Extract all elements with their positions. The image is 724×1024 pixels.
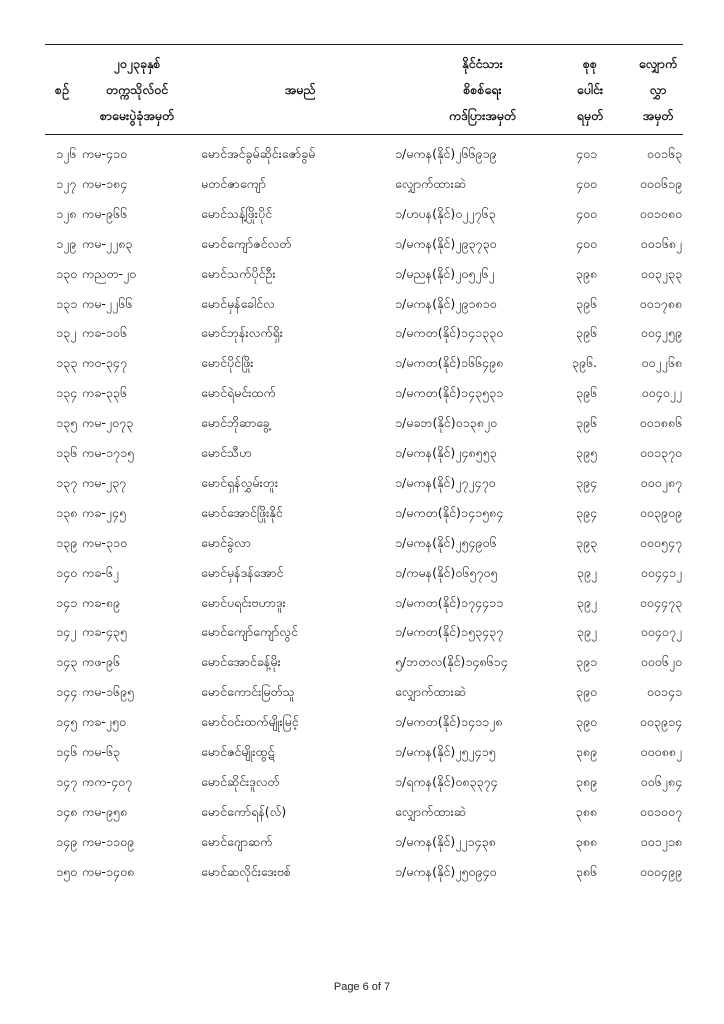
student-name: မောင်သန့်ဖြိုးပိုင်: [201, 205, 273, 221]
nrc-number: ၁/မကတ(နိုင်)၁၄၃၅၃၁: [395, 385, 504, 401]
total-score: ၃၉၀: [575, 684, 597, 700]
nrc-number: ၁/ကမန(နိုင်)၀၆၅၇၀၅: [395, 564, 498, 580]
application-number: ၀၀၄၄၇၃: [639, 594, 682, 610]
row-number: ၁၄၅: [56, 714, 78, 730]
table-row: [0, 170, 724, 199]
nrc-number: ၁/မကန(နိုင်)၂၂၁၄၃၈: [395, 833, 496, 849]
row-number: ၁၂၈: [56, 205, 77, 221]
nrc-number: ၁/ရကန(နိုင်)၀၈၃၃၇၄: [395, 773, 498, 789]
row-number: ၁၃၂: [56, 325, 77, 341]
application-number: ၀၀၄၀၂၂: [641, 385, 682, 401]
application-number: ၀၀၀၆၁၉: [639, 175, 682, 191]
exam-number: ကခ-၁၀၆: [82, 325, 127, 341]
header-app-line-1: လျှောက်: [638, 56, 678, 71]
table-row: [0, 379, 724, 408]
row-number: ၁၃၀: [56, 265, 78, 281]
table-row: [0, 798, 724, 827]
exam-number: ကခ-၂၅၀: [82, 714, 126, 730]
student-name: မောင်ရှန်လွှမ်းတူး: [201, 474, 279, 490]
exam-number: ကမ-၂၂၈၃: [82, 235, 133, 251]
total-score: ၄၀၀: [575, 175, 597, 191]
student-name: မောင်သီဟ: [201, 445, 252, 460]
row-number: ၁၃၅: [56, 415, 78, 431]
student-name: မောင်အောင်ခန့်မိုး: [201, 654, 281, 670]
student-name: မောင်မှန်ခေါင်လ: [201, 295, 275, 311]
table-row: [0, 319, 724, 348]
row-number: ၁၂၉: [56, 235, 77, 251]
student-name: မောင်ဘုန်းလက်ရှိး: [201, 325, 283, 341]
nrc-number: လျှောက်ထားဆဲ: [395, 175, 466, 191]
row-number: ၁၄၃: [56, 654, 78, 670]
exam-number: ကမ-၁၄၀၈: [82, 863, 135, 879]
exam-number: ကမ-၂၀၇၃: [82, 415, 134, 431]
table-row: [0, 499, 724, 528]
application-number: ၀၀၁၆၈၂: [640, 235, 682, 251]
exam-number: ကခ-၄၃၅: [82, 624, 127, 640]
header-app-line-2: လွှာ: [649, 82, 667, 97]
student-name: မောင်ဘိုဆာခွေ့: [201, 415, 270, 431]
header-score-line-2: ပေါင်း: [576, 82, 604, 97]
total-score: ၃၉၂: [576, 624, 597, 640]
page-number: Page 6 of 7: [333, 981, 391, 993]
nrc-number: လျှောက်ထားဆဲ: [395, 803, 466, 819]
header-name-label: အမည်: [284, 82, 316, 97]
total-score: ၃၈၆: [575, 863, 597, 879]
exam-number: ကမ-၁၁၀၉: [82, 833, 135, 849]
nrc-number: ၁/မကတ(နိုင်)၁၄၁၅၈၄: [395, 504, 504, 520]
application-number: ၀၀၀၆၂၀: [640, 654, 682, 670]
exam-number: ကမ-၁၇၁၅: [82, 445, 135, 460]
row-number: ၁၂၇: [56, 175, 77, 191]
header-no: [47, 50, 77, 130]
total-score: ၄၀၁: [575, 146, 597, 161]
application-number: ၀၀၄၄၁၂: [640, 564, 682, 580]
application-number: ၀၀၀၈၈၂: [640, 744, 682, 759]
row-number: ၁၅၀: [56, 863, 78, 879]
student-name: မောင်ဂျောဆက်: [201, 833, 273, 849]
total-score: ၃၈၈: [575, 833, 597, 849]
table-row: [0, 738, 724, 767]
header-exam-line-3: စာမေးပွဲခုံအမှတ်: [99, 108, 175, 123]
row-number: ၁၃၄: [56, 385, 78, 401]
application-number: ၀၀၂၂၆၈: [641, 355, 682, 371]
total-score: ၄၀၀: [575, 205, 597, 221]
student-name: မောင်ဇင်မျိုးထွဋ်: [201, 744, 275, 759]
student-name: မောင်ဆလိုင်းဒေးဗစ်: [201, 863, 292, 879]
table-row: [0, 768, 724, 797]
exam-number: ကမ-၂၃၇: [82, 474, 127, 490]
header-nrc-line-3: ကဒ်ပြားအမှတ်: [448, 108, 517, 123]
nrc-number: ၁/မကတ(နိုင်)၁၅၃၄၃၇: [395, 624, 504, 640]
table-row: [0, 140, 724, 169]
table-row: [0, 409, 724, 438]
header-score-line-3: ရမှတ်: [576, 108, 604, 123]
row-number: ၁၄၆: [56, 744, 78, 759]
exam-number: ကမ-၁၈၄: [82, 175, 128, 191]
application-number: ၀၀၀၂၈၇: [640, 474, 682, 490]
application-number: ၀၀၁၃၇၀: [639, 445, 682, 460]
table-row: [0, 469, 724, 498]
nrc-number: ၁/မကန(နိုင်)၂၆၆၉၁၉: [395, 146, 497, 161]
exam-number: ကညတ-၂၀: [82, 265, 137, 281]
row-number: ၁၃၉: [56, 534, 78, 550]
exam-number: ကမ-၆၃: [82, 744, 120, 759]
application-number: ၀၀၀၄၉၉: [639, 863, 682, 879]
student-name: မတင်ဇာကျော်: [201, 175, 266, 191]
table-row: [0, 678, 724, 707]
header-exam-line-1: ၂၀၂၃ခုနှစ်: [113, 56, 161, 71]
nrc-number: ၁/မညန(နိုင်)၂၀၅၂၆၂: [395, 265, 495, 281]
total-score: ၄၀၀: [575, 235, 597, 251]
row-number: ၁၃၈: [56, 504, 78, 520]
student-name: မောင်ဆိုင်းဒူလတ်: [201, 773, 280, 789]
nrc-number: ၁/မကန(နိုင်)၂၉၁၈၁၀: [395, 295, 497, 311]
student-name: မောင်ခွဲလာ: [201, 534, 251, 550]
student-name: မောင်ရဲမင်းထက်: [201, 385, 276, 401]
nrc-number: ၁/မကန(နိုင်)၂၇၂၄၇၀: [395, 474, 496, 490]
student-name: မောင်ကျော်ကျော်လွင်: [201, 624, 298, 640]
application-number: ၀၀၁၇၈၈: [639, 295, 682, 311]
header-score: [565, 50, 615, 130]
table-row: [0, 589, 724, 618]
exam-number: ကခ-၂၄၅: [82, 504, 126, 520]
student-name: မောင်ပိုင်ဖြိုး: [201, 355, 254, 371]
total-score: ၃၈၉: [575, 744, 597, 759]
nrc-number: ၁/မခဘ(နိုင်)၀၁၃၈၂၀: [395, 415, 498, 431]
header-application: [628, 50, 688, 130]
table-row: [0, 439, 724, 468]
row-number: ၁၃၁: [56, 295, 78, 311]
application-number: ၀၀၄၂၅၉: [640, 325, 682, 341]
exam-number: ကခ-၈၉: [82, 594, 120, 610]
header-nrc: [420, 50, 545, 130]
total-score: ၃၉၄: [575, 474, 597, 490]
student-name: မောင်သက်ပိုင်ဦး: [201, 265, 276, 281]
application-number: ၀၀၁၆၃: [646, 146, 682, 161]
total-score: ၃၉၆: [575, 415, 597, 431]
nrc-number: လျှောက်ထားဆဲ: [395, 684, 466, 700]
student-name: မောင်အင်ခွမ်ဆိုင်းဇော်ခွမ်: [201, 146, 316, 161]
table-row: [0, 260, 724, 289]
header-app-line-3: အမှတ်: [642, 108, 674, 123]
total-score: ၃၈၉: [575, 773, 597, 789]
total-score: ၃၉၆: [575, 325, 597, 341]
total-score: ၃၉၁: [575, 654, 597, 670]
exam-number: ကဖ-၉၆: [82, 654, 120, 670]
exam-number: ကမ-၄၁၀: [82, 146, 127, 161]
student-name: မောင်ဝင်းထက်မျိုးမြင့်: [201, 714, 299, 730]
exam-number: ကမ-၉၅၈: [82, 803, 128, 819]
header-nrc-line-1: နိုင်ငံသား: [462, 56, 503, 71]
nrc-number: ၁/မကတ(နိုင်)၁၆၆၄၉၈: [395, 355, 504, 371]
header-name: [245, 50, 355, 130]
total-score: ၃၉၆.: [571, 355, 597, 371]
nrc-number: ၁/မကတ(နိုင်)၁၇၄၄၁၁: [395, 594, 504, 610]
nrc-number: ၁/မကတ(နိုင်)၁၄၁၁၂၈: [395, 714, 503, 730]
table-row: [0, 290, 724, 319]
row-number: ၁၄၀: [56, 564, 78, 580]
application-number: ၀၀၃၂၃၃: [640, 265, 682, 281]
nrc-number: ၁/မကန(နိုင်)၂၅၂၄၁၅: [395, 744, 496, 759]
total-score: ၃၉၀: [575, 714, 597, 730]
table-row: [0, 858, 724, 887]
application-number: ၀၀၁၀၀၇: [639, 803, 682, 819]
table-row: [0, 230, 724, 259]
row-number: ၁၄၄: [56, 684, 78, 700]
application-number: ၀၀၁၂၁၈: [640, 833, 682, 849]
row-number: ၁၄၁: [56, 594, 78, 610]
nrc-number: ၁/မကန(နိုင်)၂၉၃၇၃၀: [395, 235, 497, 251]
exam-number: ကမ-၃၁၀: [82, 534, 127, 550]
application-number: ၀၀၁၀၈၀: [639, 205, 682, 221]
header-bottom-rule: [45, 134, 683, 135]
exam-number: ကက-၄၀၇: [82, 773, 133, 789]
row-number: ၁၄၇: [56, 773, 78, 789]
header-no-label: စဉ်: [55, 82, 69, 97]
application-number: ၀၀၃၉၀၉: [639, 504, 682, 520]
nrc-number: ၅/ဘတလ(နိုင်)၁၄၈၆၁၄: [395, 654, 508, 670]
exam-number: ကမ-၂၂၆၆: [82, 295, 133, 311]
application-number: ၀၀၁၈၈၆: [639, 415, 682, 431]
row-number: ၁၄၂: [56, 624, 77, 640]
exam-number: ကမ-၉၆၆: [82, 205, 127, 221]
row-number: ၁၄၈: [56, 803, 78, 819]
nrc-number: ၁/ဟပန(နိုင်)၀၂၂၇၆၃: [395, 205, 496, 221]
total-score: ၃၉၂: [576, 564, 597, 580]
total-score: ၃၉၈: [575, 265, 597, 281]
header-exam-number: [82, 50, 192, 130]
table-row: [0, 529, 724, 558]
total-score: ၃၉၂: [576, 594, 597, 610]
table-row: [0, 559, 724, 588]
row-number: ၁၃၃: [56, 355, 78, 371]
header-exam-line-2: တက္ကသိုလ်ဝင်: [105, 82, 169, 97]
table-row: [0, 708, 724, 737]
row-number: ၁၂၆: [56, 146, 77, 161]
total-score: ၃၉၃: [575, 534, 597, 550]
exam-number: ကဝ-၃၄၇: [82, 355, 127, 371]
application-number: ၀၀၄၀၇၂: [640, 624, 682, 640]
row-number: ၁၃၇: [56, 474, 78, 490]
total-score: ၃၉၄: [575, 504, 597, 520]
student-name: မောင်အောင်ဖြိုးနိုင်: [201, 504, 283, 520]
nrc-number: ၁/မကန(နိုင်)၂၅၀၉၄၀: [395, 863, 497, 879]
exam-number: ကခ-၆၂: [82, 564, 119, 580]
student-name: မောင်ကျော်ဇင်လတ်: [201, 235, 292, 251]
total-score: ၃၉၆: [575, 385, 597, 401]
application-number: ၀၀၁၄၁: [646, 684, 682, 700]
row-number: ၁၃၆: [56, 445, 78, 460]
application-number: ၀၀၃၉၁၄: [639, 714, 682, 730]
student-name: မောင်ပရင်းဗဟာဒူး: [201, 594, 286, 610]
total-score: ၃၉၆: [575, 295, 597, 311]
row-number: ၁၄၉: [56, 833, 78, 849]
table-row: [0, 200, 724, 229]
header-nrc-line-2: စိစစ်ရေး: [463, 82, 502, 97]
nrc-number: ၁/မကတ(နိုင်)၁၄၁၃၃၀: [395, 325, 504, 341]
application-number: ၀၀၀၅၄၇: [639, 534, 682, 550]
application-number: ၀၀၆၂၈၄: [640, 773, 682, 789]
total-score: ၃၈၈: [575, 803, 597, 819]
table-row: [0, 828, 724, 857]
total-score: ၃၉၅: [575, 445, 597, 460]
nrc-number: ၁/မကန(နိုင်)၂၅၄၉၀၆: [395, 534, 497, 550]
exam-number: ကမ-၁၆၉၅: [82, 684, 135, 700]
table-row: [0, 618, 724, 647]
student-name: မောင်ကောင်းမြတ်သူ: [201, 684, 295, 700]
table-row: [0, 349, 724, 378]
student-name: မောင်မှန်ဒန်အောင်: [201, 564, 284, 580]
nrc-number: ၁/မကန(နိုင်)၂၄၈၅၅၃: [395, 445, 497, 460]
table-row: [0, 648, 724, 677]
student-name: မောင်ကော်ရန်(လ်): [201, 803, 287, 819]
header-score-line-1: စုစု: [582, 56, 598, 71]
exam-number: ကခ-၃၃၆: [82, 385, 127, 401]
table-top-rule: [45, 44, 683, 45]
